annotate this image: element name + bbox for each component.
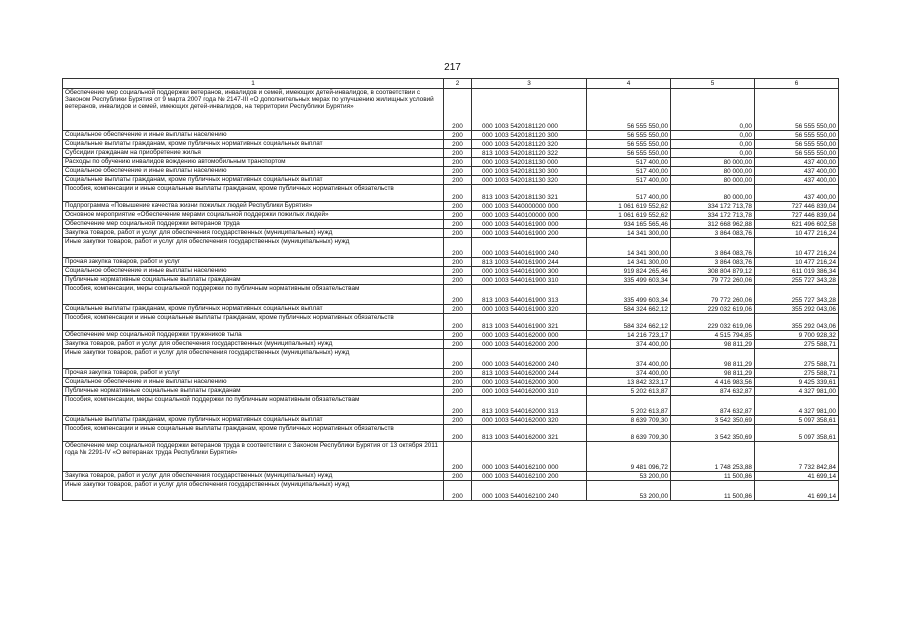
row-col2: 200 (444, 331, 472, 340)
row-name: Пособия, компенсации и иные социальные выплаты гражданам, кроме публичных нормативных обязательств (63, 185, 444, 202)
column-header: 5 (671, 79, 755, 89)
row-name: Обеспечение мер социальной поддержки ветеранов труда (63, 220, 444, 229)
row-col2: 200 (444, 416, 472, 425)
row-col2: 200 (444, 387, 472, 396)
row-executed: 229 032 619,06 (671, 305, 755, 314)
row-executed: 3 864 083,76 (671, 229, 755, 238)
row-col2: 200 (444, 349, 472, 369)
row-col2: 200 (444, 396, 472, 416)
row-plan: 8 639 709,30 (587, 416, 671, 425)
row-col2: 200 (444, 314, 472, 331)
row-plan: 517 400,00 (587, 167, 671, 176)
table-row (63, 229, 839, 238)
table-header-row (63, 79, 839, 89)
row-code: 000 1003 5440162100 200 (472, 472, 587, 481)
row-executed: 4 515 794,85 (671, 331, 755, 340)
row-code: 000 1003 5440162100 240 (472, 481, 587, 501)
row-executed: 80 000,00 (671, 176, 755, 185)
row-code: 813 1003 5440161900 321 (472, 314, 587, 331)
row-name: Иные закупки товаров, работ и услуг для обеспечения государственных (муниципальных) нужд (63, 238, 444, 258)
row-name: Социальное обеспечение и иные выплаты населению (63, 167, 444, 176)
row-executed: 0,00 (671, 131, 755, 140)
row-code: 813 1003 5440162000 313 (472, 396, 587, 416)
table-row (63, 396, 839, 416)
row-executed: 308 804 879,12 (671, 267, 755, 276)
row-executed: 11 500,86 (671, 472, 755, 481)
table-row (63, 238, 839, 258)
row-executed: 3 864 083,76 (671, 258, 755, 267)
table-row (63, 131, 839, 140)
row-name: Закупка товаров, работ и услуг для обеспечения государственных (муниципальных) нужд (63, 472, 444, 481)
row-remaining: 5 097 358,61 (755, 416, 839, 425)
row-remaining: 10 477 216,24 (755, 238, 839, 258)
row-code: 000 1003 5420181120 300 (472, 131, 587, 140)
row-remaining: 56 555 550,00 (755, 149, 839, 158)
row-name: Пособия, компенсации и иные социальные выплаты гражданам, кроме публичных нормативных обязательств (63, 314, 444, 331)
row-code: 000 1003 5420181130 300 (472, 167, 587, 176)
row-executed: 80 000,00 (671, 158, 755, 167)
table-row (63, 425, 839, 442)
row-code: 813 1003 5420181120 322 (472, 149, 587, 158)
row-name: Иные закупки товаров, работ и услуг для обеспечения государственных (муниципальных) нужд (63, 481, 444, 501)
row-executed: 334 172 713,78 (671, 211, 755, 220)
row-remaining: 355 292 043,06 (755, 305, 839, 314)
row-code: 000 1003 5440161900 200 (472, 229, 587, 238)
table-row (63, 258, 839, 267)
table-row (63, 158, 839, 167)
row-remaining: 9 700 928,32 (755, 331, 839, 340)
row-executed: 334 172 713,78 (671, 202, 755, 211)
table-row (63, 276, 839, 285)
table-row (63, 140, 839, 149)
row-code: 000 1003 5440161900 300 (472, 267, 587, 276)
row-col2: 200 (444, 158, 472, 167)
row-remaining: 56 555 550,00 (755, 89, 839, 131)
row-name: Обеспечение мер социальной поддержки ветеранов труда в соответствии с Законом Республики Бурятия от 13 октября 2011 года № 2291-IV «О ветеранах труда Республики Бурятия» (63, 442, 444, 472)
row-remaining: 275 588,71 (755, 369, 839, 378)
row-name: Социальные выплаты гражданам, кроме публичных нормативных социальных выплат (63, 140, 444, 149)
row-executed: 3 542 350,69 (671, 425, 755, 442)
row-name: Обеспечение мер социальной поддержки ветеранов, инвалидов и семей, имеющих детей-инвалидов, в соответствии с Законом Республики Бурятия от 9 марта 2007 года № 2147-III «О дополнительных мерах по улучшению жилищных условий ветеранов, инвалидов и семей, имеющих детей-инвалидов, на территории Республики Бурятия» (63, 89, 444, 131)
row-plan: 374 400,00 (587, 340, 671, 349)
row-name: Прочая закупка товаров, работ и услуг (63, 258, 444, 267)
row-col2: 200 (444, 149, 472, 158)
row-name: Иные закупки товаров, работ и услуг для обеспечения государственных (муниципальных) нужд (63, 349, 444, 369)
row-plan: 517 400,00 (587, 176, 671, 185)
row-remaining: 621 496 602,58 (755, 220, 839, 229)
row-code: 000 1003 5440161900 000 (472, 220, 587, 229)
row-plan: 14 341 300,00 (587, 229, 671, 238)
row-executed: 3 542 350,69 (671, 416, 755, 425)
row-code: 000 1003 5440162000 310 (472, 387, 587, 396)
table-row (63, 416, 839, 425)
row-remaining: 727 446 839,04 (755, 211, 839, 220)
row-col2: 200 (444, 285, 472, 305)
row-name: Подпрограмма «Повышение качества жизни пожилых людей Республики Бурятия» (63, 202, 444, 211)
row-executed: 98 811,29 (671, 340, 755, 349)
row-name: Прочая закупка товаров, работ и услуг (63, 369, 444, 378)
row-code: 813 1003 5420181130 321 (472, 185, 587, 202)
row-col2: 200 (444, 167, 472, 176)
budget-table (62, 78, 839, 501)
row-code: 000 1003 5440162000 000 (472, 331, 587, 340)
row-name: Обеспечение мер социальной поддержки тружеников тыла (63, 331, 444, 340)
row-plan: 517 400,00 (587, 185, 671, 202)
row-remaining: 275 588,71 (755, 340, 839, 349)
row-executed: 0,00 (671, 140, 755, 149)
row-plan: 9 481 096,72 (587, 442, 671, 472)
table-row (63, 472, 839, 481)
row-name: Закупка товаров, работ и услуг для обеспечения государственных (муниципальных) нужд (63, 229, 444, 238)
row-plan: 934 165 565,46 (587, 220, 671, 229)
row-plan: 14 341 300,00 (587, 258, 671, 267)
row-name: Пособия, компенсации и иные социальные выплаты гражданам, кроме публичных нормативных обязательств (63, 425, 444, 442)
table-row (63, 167, 839, 176)
column-header: 4 (587, 79, 671, 89)
column-header: 2 (444, 79, 472, 89)
row-plan: 374 400,00 (587, 369, 671, 378)
row-code: 000 1003 5440162000 300 (472, 378, 587, 387)
row-col2: 200 (444, 425, 472, 442)
row-code: 813 1003 5440162000 321 (472, 425, 587, 442)
row-name: Пособия, компенсации, меры социальной поддержки по публичным нормативным обязательствам (63, 396, 444, 416)
row-code: 000 1003 5420181120 320 (472, 140, 587, 149)
row-remaining: 56 555 550,00 (755, 131, 839, 140)
row-code: 000 1003 5420181130 000 (472, 158, 587, 167)
row-plan: 53 200,00 (587, 481, 671, 501)
row-remaining: 56 555 550,00 (755, 140, 839, 149)
row-name: Публичные нормативные социальные выплаты гражданам (63, 387, 444, 396)
row-code: 000 1003 5440161900 310 (472, 276, 587, 285)
row-remaining: 4 327 981,00 (755, 387, 839, 396)
row-remaining: 727 446 839,04 (755, 202, 839, 211)
row-plan: 374 400,00 (587, 349, 671, 369)
row-code: 000 1003 5420181130 320 (472, 176, 587, 185)
row-name: Социальные выплаты гражданам, кроме публичных нормативных социальных выплат (63, 416, 444, 425)
row-code: 000 1003 5420181120 000 (472, 89, 587, 131)
row-remaining: 355 292 043,06 (755, 314, 839, 331)
column-header: 6 (755, 79, 839, 89)
row-plan: 517 400,00 (587, 158, 671, 167)
row-code: 000 1003 5440162000 200 (472, 340, 587, 349)
table-row (63, 331, 839, 340)
table-row (63, 211, 839, 220)
row-name: Расходы по обучению инвалидов вождению автомобильным транспортом (63, 158, 444, 167)
row-plan: 53 200,00 (587, 472, 671, 481)
row-executed: 874 632,87 (671, 387, 755, 396)
row-col2: 200 (444, 442, 472, 472)
table-row (63, 176, 839, 185)
row-plan: 56 555 550,00 (587, 149, 671, 158)
row-remaining: 255 727 343,28 (755, 285, 839, 305)
table-row (63, 340, 839, 349)
row-executed: 79 772 260,06 (671, 285, 755, 305)
row-executed: 11 500,86 (671, 481, 755, 501)
row-col2: 200 (444, 481, 472, 501)
row-plan: 335 499 603,34 (587, 276, 671, 285)
row-code: 813 1003 5440161900 244 (472, 258, 587, 267)
row-code: 813 1003 5440161900 313 (472, 285, 587, 305)
row-col2: 200 (444, 211, 472, 220)
table-row (63, 267, 839, 276)
row-col2: 200 (444, 238, 472, 258)
row-plan: 584 324 662,12 (587, 314, 671, 331)
row-col2: 200 (444, 89, 472, 131)
row-remaining: 437 400,00 (755, 167, 839, 176)
table-row (63, 305, 839, 314)
row-remaining: 275 588,71 (755, 349, 839, 369)
table-row (63, 202, 839, 211)
row-plan: 14 216 723,17 (587, 331, 671, 340)
row-executed: 98 811,29 (671, 369, 755, 378)
row-name: Социальное обеспечение и иные выплаты населению (63, 267, 444, 276)
table-row (63, 369, 839, 378)
row-plan: 14 341 300,00 (587, 238, 671, 258)
row-name: Публичные нормативные социальные выплаты гражданам (63, 276, 444, 285)
row-remaining: 437 400,00 (755, 158, 839, 167)
column-header: 1 (63, 79, 444, 89)
page-number: 217 (444, 62, 461, 73)
table-row (63, 285, 839, 305)
row-plan: 5 202 613,87 (587, 396, 671, 416)
row-executed: 80 000,00 (671, 185, 755, 202)
row-col2: 200 (444, 369, 472, 378)
table-row (63, 481, 839, 501)
row-name: Субсидии гражданам на приобретение жилья (63, 149, 444, 158)
row-executed: 4 416 983,56 (671, 378, 755, 387)
row-plan: 5 202 613,87 (587, 387, 671, 396)
row-executed: 312 668 962,88 (671, 220, 755, 229)
table-row (63, 349, 839, 369)
row-col2: 200 (444, 340, 472, 349)
row-remaining: 10 477 216,24 (755, 229, 839, 238)
row-code: 000 1003 5440162000 320 (472, 416, 587, 425)
row-code: 000 1003 5440162100 000 (472, 442, 587, 472)
row-col2: 200 (444, 472, 472, 481)
row-executed: 1 748 253,88 (671, 442, 755, 472)
row-col2: 200 (444, 202, 472, 211)
table-row (63, 442, 839, 472)
table-row (63, 314, 839, 331)
row-executed: 0,00 (671, 149, 755, 158)
table-body (63, 89, 839, 501)
row-remaining: 437 400,00 (755, 176, 839, 185)
row-col2: 200 (444, 140, 472, 149)
table-row (63, 89, 839, 131)
row-name: Социальные выплаты гражданам, кроме публичных нормативных социальных выплат (63, 305, 444, 314)
row-code: 000 1003 5440162000 240 (472, 349, 587, 369)
row-remaining: 4 327 981,00 (755, 396, 839, 416)
row-remaining: 7 732 842,84 (755, 442, 839, 472)
row-remaining: 437 400,00 (755, 185, 839, 202)
row-executed: 98 811,29 (671, 349, 755, 369)
row-code: 000 1003 5440161900 320 (472, 305, 587, 314)
row-code: 000 1003 5440000000 000 (472, 202, 587, 211)
row-executed: 80 000,00 (671, 167, 755, 176)
row-executed: 79 772 260,06 (671, 276, 755, 285)
row-col2: 200 (444, 305, 472, 314)
row-remaining: 41 699,14 (755, 472, 839, 481)
row-remaining: 41 699,14 (755, 481, 839, 501)
row-code: 813 1003 5440162000 244 (472, 369, 587, 378)
row-name: Закупка товаров, работ и услуг для обеспечения государственных (муниципальных) нужд (63, 340, 444, 349)
column-header: 3 (472, 79, 587, 89)
row-plan: 8 639 709,30 (587, 425, 671, 442)
row-plan: 1 061 619 552,62 (587, 202, 671, 211)
row-remaining: 255 727 343,28 (755, 276, 839, 285)
row-col2: 200 (444, 220, 472, 229)
row-remaining: 9 425 339,61 (755, 378, 839, 387)
row-name: Пособия, компенсации, меры социальной поддержки по публичным нормативным обязательствам (63, 285, 444, 305)
table-row (63, 378, 839, 387)
row-col2: 200 (444, 378, 472, 387)
row-plan: 13 842 323,17 (587, 378, 671, 387)
table-row (63, 220, 839, 229)
row-executed: 3 864 083,76 (671, 238, 755, 258)
table-row (63, 387, 839, 396)
row-code: 000 1003 5440161900 240 (472, 238, 587, 258)
row-col2: 200 (444, 185, 472, 202)
row-remaining: 611 019 386,34 (755, 267, 839, 276)
row-executed: 229 032 619,06 (671, 314, 755, 331)
row-col2: 200 (444, 267, 472, 276)
row-name: Социальное обеспечение и иные выплаты населению (63, 131, 444, 140)
row-plan: 56 555 550,00 (587, 140, 671, 149)
row-name: Социальное обеспечение и иные выплаты населению (63, 378, 444, 387)
row-name: Социальные выплаты гражданам, кроме публичных нормативных социальных выплат (63, 176, 444, 185)
row-col2: 200 (444, 229, 472, 238)
row-plan: 56 555 550,00 (587, 131, 671, 140)
row-plan: 1 061 619 552,62 (587, 211, 671, 220)
row-executed: 874 632,87 (671, 396, 755, 416)
row-executed: 0,00 (671, 89, 755, 131)
row-col2: 200 (444, 176, 472, 185)
row-plan: 919 824 265,46 (587, 267, 671, 276)
row-col2: 200 (444, 258, 472, 267)
row-plan: 56 555 550,00 (587, 89, 671, 131)
row-remaining: 5 097 358,61 (755, 425, 839, 442)
row-code: 000 1003 5440100000 000 (472, 211, 587, 220)
row-col2: 200 (444, 276, 472, 285)
row-col2: 200 (444, 131, 472, 140)
table-row (63, 185, 839, 202)
row-name: Основное мероприятие «Обеспечение мерами социальной поддержки пожилых людей» (63, 211, 444, 220)
row-plan: 584 324 662,12 (587, 305, 671, 314)
row-plan: 335 499 603,34 (587, 285, 671, 305)
row-remaining: 10 477 216,24 (755, 258, 839, 267)
table-row (63, 149, 839, 158)
